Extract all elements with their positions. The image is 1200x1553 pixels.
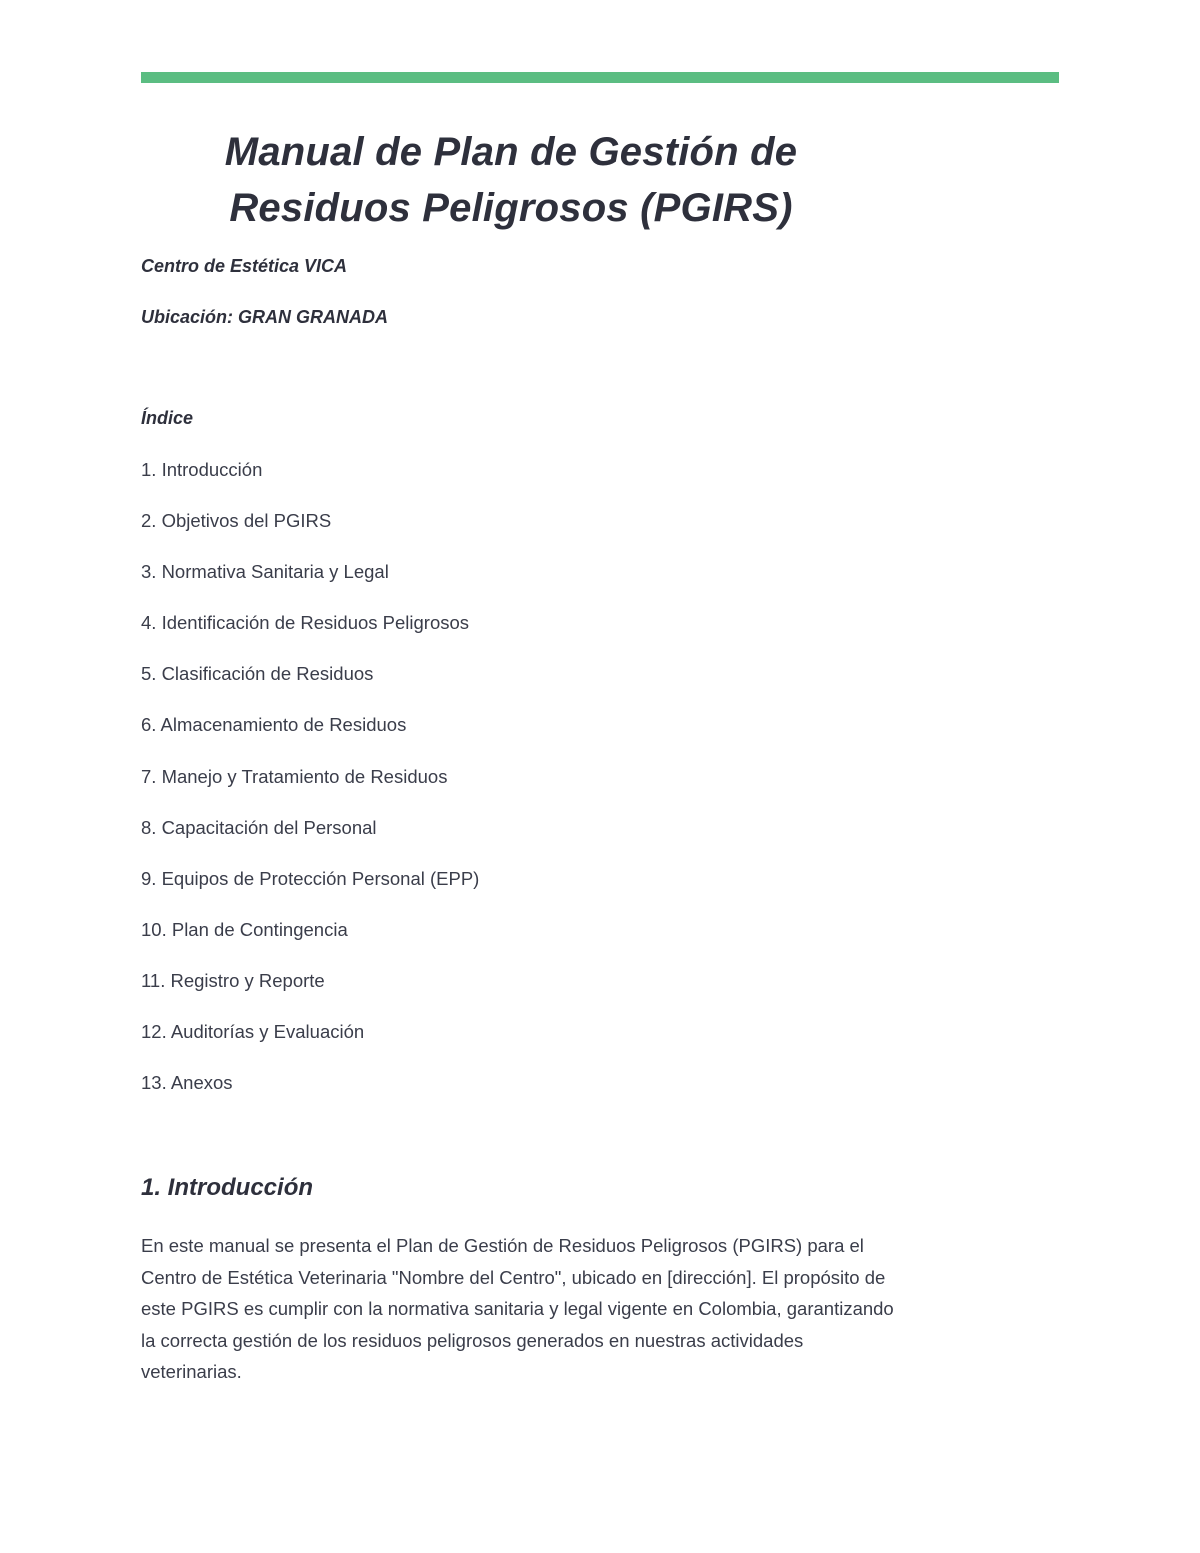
section-1-heading: 1. Introducción [141,1174,314,1201]
location-line: Ubicación: GRAN GRANADA [141,307,389,327]
document-title-line-1: Manual de Plan de Gestión de [224,130,798,174]
document-title [141,124,881,236]
index-item-contingencia: 10. Plan de Contingencia [141,918,348,940]
index-item-objetivos: 2. Objetivos del PGIRS [141,510,332,532]
index-heading: Índice [141,408,194,428]
index-item-anexos: 13. Anexos [141,1072,233,1094]
index-item-normativa: 3. Normativa Sanitaria y Legal [141,561,389,583]
index-item-manejo: 7. Manejo y Tratamiento de Residuos [141,765,448,787]
index-item-clasificacion: 5. Clasificación de Residuos [141,663,374,685]
index-item-epp: 9. Equipos de Protección Personal (EPP) [141,867,480,889]
index-list [141,458,479,1122]
index-item-almacenamiento: 6. Almacenamiento de Residuos [141,714,407,736]
index-item-auditorias: 12. Auditorías y Evaluación [141,1021,365,1043]
index-item-introduccion: 1. Introducción [141,459,263,480]
header-accent-rule [141,72,1059,83]
section-1-paragraph: En este manual se presenta el Plan de Gestión de Residuos Peligrosos (PGIRS) para el Centro de Estética Veterinaria "Nombre del Centro", ubicado en [dirección]. El propósito de este PGIRS es cumplir con la normativa sanitaria y legal vigente en Colombia, garantizando la correcta gestión de los residuos peligrosos generados en nuestras actividades veterinarias. [141,1235,894,1382]
center-name: Centro de Estética VICA [141,256,348,276]
index-item-registro: 11. Registro y Reporte [141,969,325,991]
index-item-capacitacion: 8. Capacitación del Personal [141,816,377,838]
document-title-line-2: Residuos Peligrosos (PGIRS) [229,186,793,230]
index-item-identificacion: 4. Identificación de Residuos Peligrosos [141,612,470,634]
